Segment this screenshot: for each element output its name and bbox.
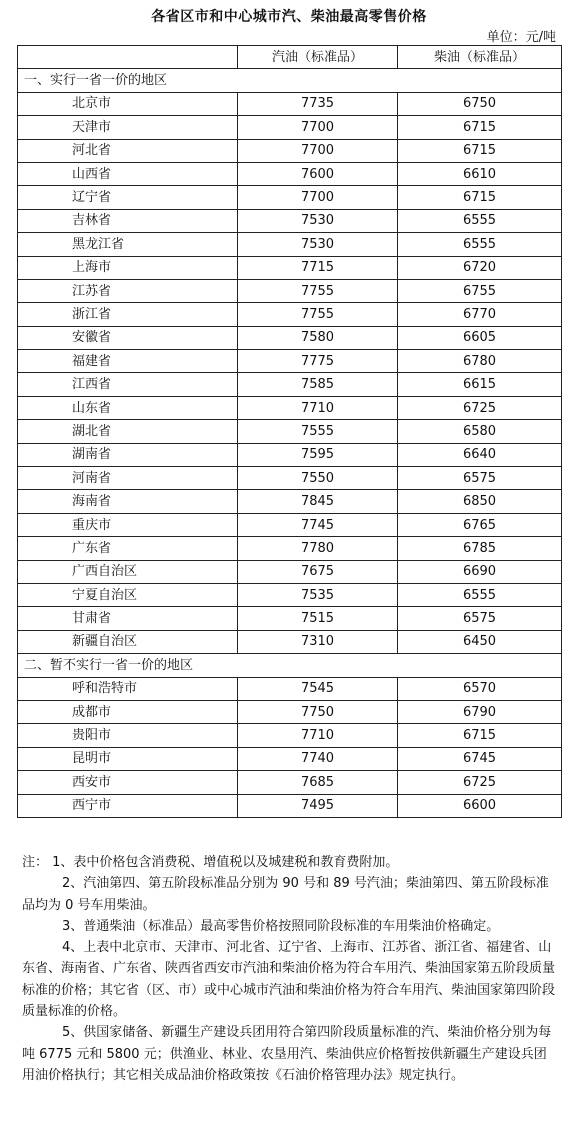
gasoline-price: 7745 [238,513,398,536]
gasoline-price: 7845 [238,490,398,513]
gasoline-price: 7530 [238,209,398,232]
table-row [18,116,562,139]
diesel-price: 6720 [398,256,562,279]
table-row [18,443,562,466]
region-name: 广东省 [18,537,238,560]
gasoline-price: 7710 [238,396,398,419]
table-row [18,771,562,794]
section-label: 一、实行一省一价的地区 [18,69,562,92]
gasoline-price: 7555 [238,420,398,443]
unit-label: 单位：元/吨 [486,30,556,45]
diesel-price: 6450 [398,630,562,653]
region-name: 辽宁省 [18,186,238,209]
region-name: 湖北省 [18,420,238,443]
gasoline-price: 7710 [238,724,398,747]
table-row [18,537,562,560]
table-row [18,490,562,513]
diesel-price: 6555 [398,233,562,256]
section-row [18,654,562,677]
table-row [18,513,562,536]
notes [22,852,558,1086]
region-name: 安徽省 [18,326,238,349]
gasoline-price: 7755 [238,303,398,326]
gasoline-price: 7585 [238,373,398,396]
region-name: 湖南省 [18,443,238,466]
table-row [18,92,562,115]
region-name: 江西省 [18,373,238,396]
region-name: 北京市 [18,92,238,115]
region-name: 山东省 [18,396,238,419]
gasoline-price: 7545 [238,677,398,700]
diesel-price: 6615 [398,373,562,396]
table-row [18,279,562,302]
gasoline-price: 7675 [238,560,398,583]
table-row [18,233,562,256]
region-name: 天津市 [18,116,238,139]
region-name: 上海市 [18,256,238,279]
diesel-price: 6575 [398,467,562,490]
diesel-price: 6750 [398,92,562,115]
diesel-price: 6605 [398,326,562,349]
diesel-price: 6555 [398,583,562,606]
region-name: 广西自治区 [18,560,238,583]
gasoline-price: 7740 [238,747,398,770]
gasoline-price: 7600 [238,162,398,185]
diesel-price: 6610 [398,162,562,185]
table-row [18,209,562,232]
gasoline-price: 7700 [238,186,398,209]
header-region [18,46,238,69]
gasoline-price: 7735 [238,92,398,115]
region-name: 呼和浩特市 [18,677,238,700]
gasoline-price: 7310 [238,630,398,653]
diesel-price: 6850 [398,490,562,513]
region-name: 西宁市 [18,794,238,817]
region-name: 福建省 [18,350,238,373]
section-row [18,69,562,92]
table-row [18,607,562,630]
diesel-price: 6715 [398,186,562,209]
region-name: 黑龙江省 [18,233,238,256]
region-name: 河南省 [18,467,238,490]
diesel-price: 6780 [398,350,562,373]
region-name: 海南省 [18,490,238,513]
diesel-price: 6715 [398,116,562,139]
region-name: 新疆自治区 [18,630,238,653]
gasoline-price: 7715 [238,256,398,279]
header-diesel: 柴油（标准品） [398,46,562,69]
diesel-price: 6600 [398,794,562,817]
region-name: 吉林省 [18,209,238,232]
gasoline-price: 7780 [238,537,398,560]
gasoline-price: 7495 [238,794,398,817]
note-3: 3、普通柴油（标准品）最高零售价格按照同阶段标准的车用柴油价格确定。 [62,918,500,934]
table-row [18,350,562,373]
table-row [18,326,562,349]
diesel-price: 6755 [398,279,562,302]
gasoline-price: 7530 [238,233,398,256]
gasoline-price: 7775 [238,350,398,373]
diesel-price: 6715 [398,724,562,747]
region-name: 宁夏自治区 [18,583,238,606]
region-name: 贵阳市 [18,724,238,747]
region-name: 昆明市 [18,747,238,770]
table-row [18,303,562,326]
region-name: 成都市 [18,700,238,723]
region-name: 重庆市 [18,513,238,536]
region-name: 西安市 [18,771,238,794]
diesel-price: 6725 [398,771,562,794]
table-header-row [18,46,562,69]
table-row [18,186,562,209]
diesel-price: 6790 [398,700,562,723]
table-row [18,724,562,747]
table-row [18,256,562,279]
region-name: 江苏省 [18,279,238,302]
gasoline-price: 7535 [238,583,398,606]
gasoline-price: 7755 [238,279,398,302]
table-row [18,583,562,606]
header-gasoline: 汽油（标准品） [238,46,398,69]
table-row [18,373,562,396]
diesel-price: 6765 [398,513,562,536]
table-row [18,467,562,490]
table-row [18,794,562,817]
region-name: 浙江省 [18,303,238,326]
page-title: 各省区市和中心城市汽、柴油最高零售价格 [151,9,427,25]
diesel-price: 6555 [398,209,562,232]
gasoline-price: 7750 [238,700,398,723]
region-name: 山西省 [18,162,238,185]
diesel-price: 6770 [398,303,562,326]
diesel-price: 6745 [398,747,562,770]
table-row [18,396,562,419]
region-name: 河北省 [18,139,238,162]
diesel-price: 6640 [398,443,562,466]
table-row [18,139,562,162]
gasoline-price: 7685 [238,771,398,794]
diesel-price: 6690 [398,560,562,583]
note-2: 2、汽油第四、第五阶段标准品分别为 90 号和 89 号汽油；柴油第四、第五阶段标准品均为 0 号车用柴油。 [22,876,549,913]
table-row [18,560,562,583]
diesel-price: 6570 [398,677,562,700]
gasoline-price: 7550 [238,467,398,490]
region-name: 甘肃省 [18,607,238,630]
table-row [18,677,562,700]
gasoline-price: 7700 [238,116,398,139]
diesel-price: 6715 [398,139,562,162]
diesel-price: 6575 [398,607,562,630]
note-4: 4、上表中北京市、天津市、河北省、辽宁省、上海市、江苏省、浙江省、福建省、山东省、海南省、广东省、陕西省西安市汽油和柴油价格为符合车用汽、柴油国家第五阶段质量标准的价格；其它省（区、市）或中心城市汽油和柴油价格为符合车用汽、柴油国家第四阶段质量标准的价格。 [22,940,556,1020]
table-row [18,162,562,185]
price-table [17,45,562,818]
table-row [18,747,562,770]
gasoline-price: 7515 [238,607,398,630]
note-5: 5、供国家储备、新疆生产建设兵团用符合第四阶段质量标准的汽、柴油价格分别为每吨 6775 元和 5800 元；供渔业、林业、农垦用汽、柴油供应价格暂按供新疆生产建设兵团用油价格执行；其它相关成品油价格政策按《石油价格管理办法》规定执行。 [22,1025,552,1083]
diesel-price: 6725 [398,396,562,419]
table-row [18,420,562,443]
table-row [18,630,562,653]
note-1: 注： 1、表中价格包含消费税、增值税以及城建税和教育费附加。 [22,855,399,870]
gasoline-price: 7595 [238,443,398,466]
table-row [18,700,562,723]
diesel-price: 6580 [398,420,562,443]
gasoline-price: 7700 [238,139,398,162]
diesel-price: 6785 [398,537,562,560]
gasoline-price: 7580 [238,326,398,349]
section-label: 二、暂不实行一省一价的地区 [18,654,562,677]
